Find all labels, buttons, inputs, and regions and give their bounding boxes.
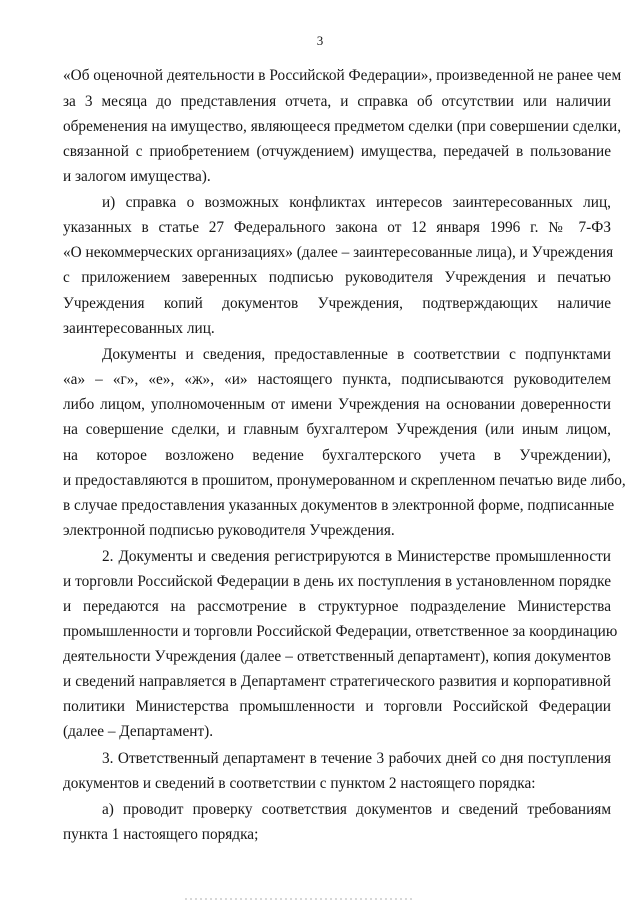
- text-line: за 3 месяца до представления отчета, и справка об отсутствии или наличии: [63, 93, 611, 110]
- text-line: пункта 1 настоящего порядка;: [63, 826, 259, 843]
- text-line: на совершение сделки, и главным бухгалтером Учреждения (или иным лицом,: [63, 421, 611, 438]
- text-line: Учреждения копий документов Учреждения, подтверждающих наличие: [63, 295, 611, 312]
- text-line: заинтересованных лиц.: [63, 320, 215, 337]
- text-line: «О некоммерческих организациях» (далее – заинтересованные лица), и Учреждения: [63, 244, 614, 261]
- text-line: и залогом имущества).: [63, 168, 211, 185]
- text-line: электронной подписью руководителя Учреждения.: [63, 522, 395, 539]
- text-line: и предоставляются в прошитом, пронумерованном и скрепленном печатью виде либо,: [63, 472, 626, 489]
- text-line: связанной с приобретением (отчуждением) имущества, передачей в пользование: [63, 143, 611, 160]
- text-line: обременения на имущество, являющееся предметом сделки (при совершении сделки,: [63, 118, 622, 135]
- page-number: 3: [316, 33, 324, 48]
- text-line: и передаются на рассмотрение в структурное подразделение Министерства: [63, 598, 611, 615]
- text-line: либо лицом, уполномоченным от имени Учреждения на основании доверенности: [63, 396, 611, 413]
- text-line: и сведений направляется в Департамент стратегического развития и корпоративной: [63, 673, 611, 690]
- text-line: «а» – «г», «е», «ж», «и» настоящего пункта, подписываются руководителем: [63, 371, 611, 388]
- text-line: деятельности Учреждения (далее – ответственный департамент), копия документов: [63, 648, 611, 665]
- text-line: с приложением заверенных подписью руководителя Учреждения и печатью: [63, 269, 611, 286]
- text-line: политики Министерства промышленности и торговли Российской Федерации: [63, 698, 611, 715]
- text-line: Документы и сведения, предоставленные в соответствии с подпунктами: [102, 346, 611, 363]
- text-line: указанных в статье 27 Федерального закона от 12 января 1996 г. № 7-ФЗ: [63, 219, 611, 236]
- text-line: документов и сведений в соответствии с пунктом 2 настоящего порядка:: [63, 775, 536, 792]
- text-line: промышленности и торговли Российской Федерации, ответственное за координацию: [63, 623, 618, 640]
- text-line: в случае предоставления указанных документов в электронной форме, подписанные: [63, 497, 615, 514]
- text-line: 3. Ответственный департамент в течение 3 рабочих дней со дня поступления: [102, 750, 611, 767]
- text-line: и торговли Российской Федерации в день их поступления в установленном порядке: [63, 573, 611, 590]
- text-line: а) проводит проверку соответствия документов и сведений требованиям: [102, 801, 611, 818]
- text-line: (далее – Департамент).: [63, 723, 214, 740]
- text-line: и) справка о возможных конфликтах интересов заинтересованных лиц,: [102, 194, 611, 211]
- text-line: на которое возложено ведение бухгалтерского учета в Учреждении),: [63, 447, 611, 464]
- text-line: 2. Документы и сведения регистрируются в Министерстве промышленности: [102, 548, 611, 565]
- text-line: «Об оценочной деятельности в Российской Федерации», произведенной не ранее чем: [63, 67, 622, 84]
